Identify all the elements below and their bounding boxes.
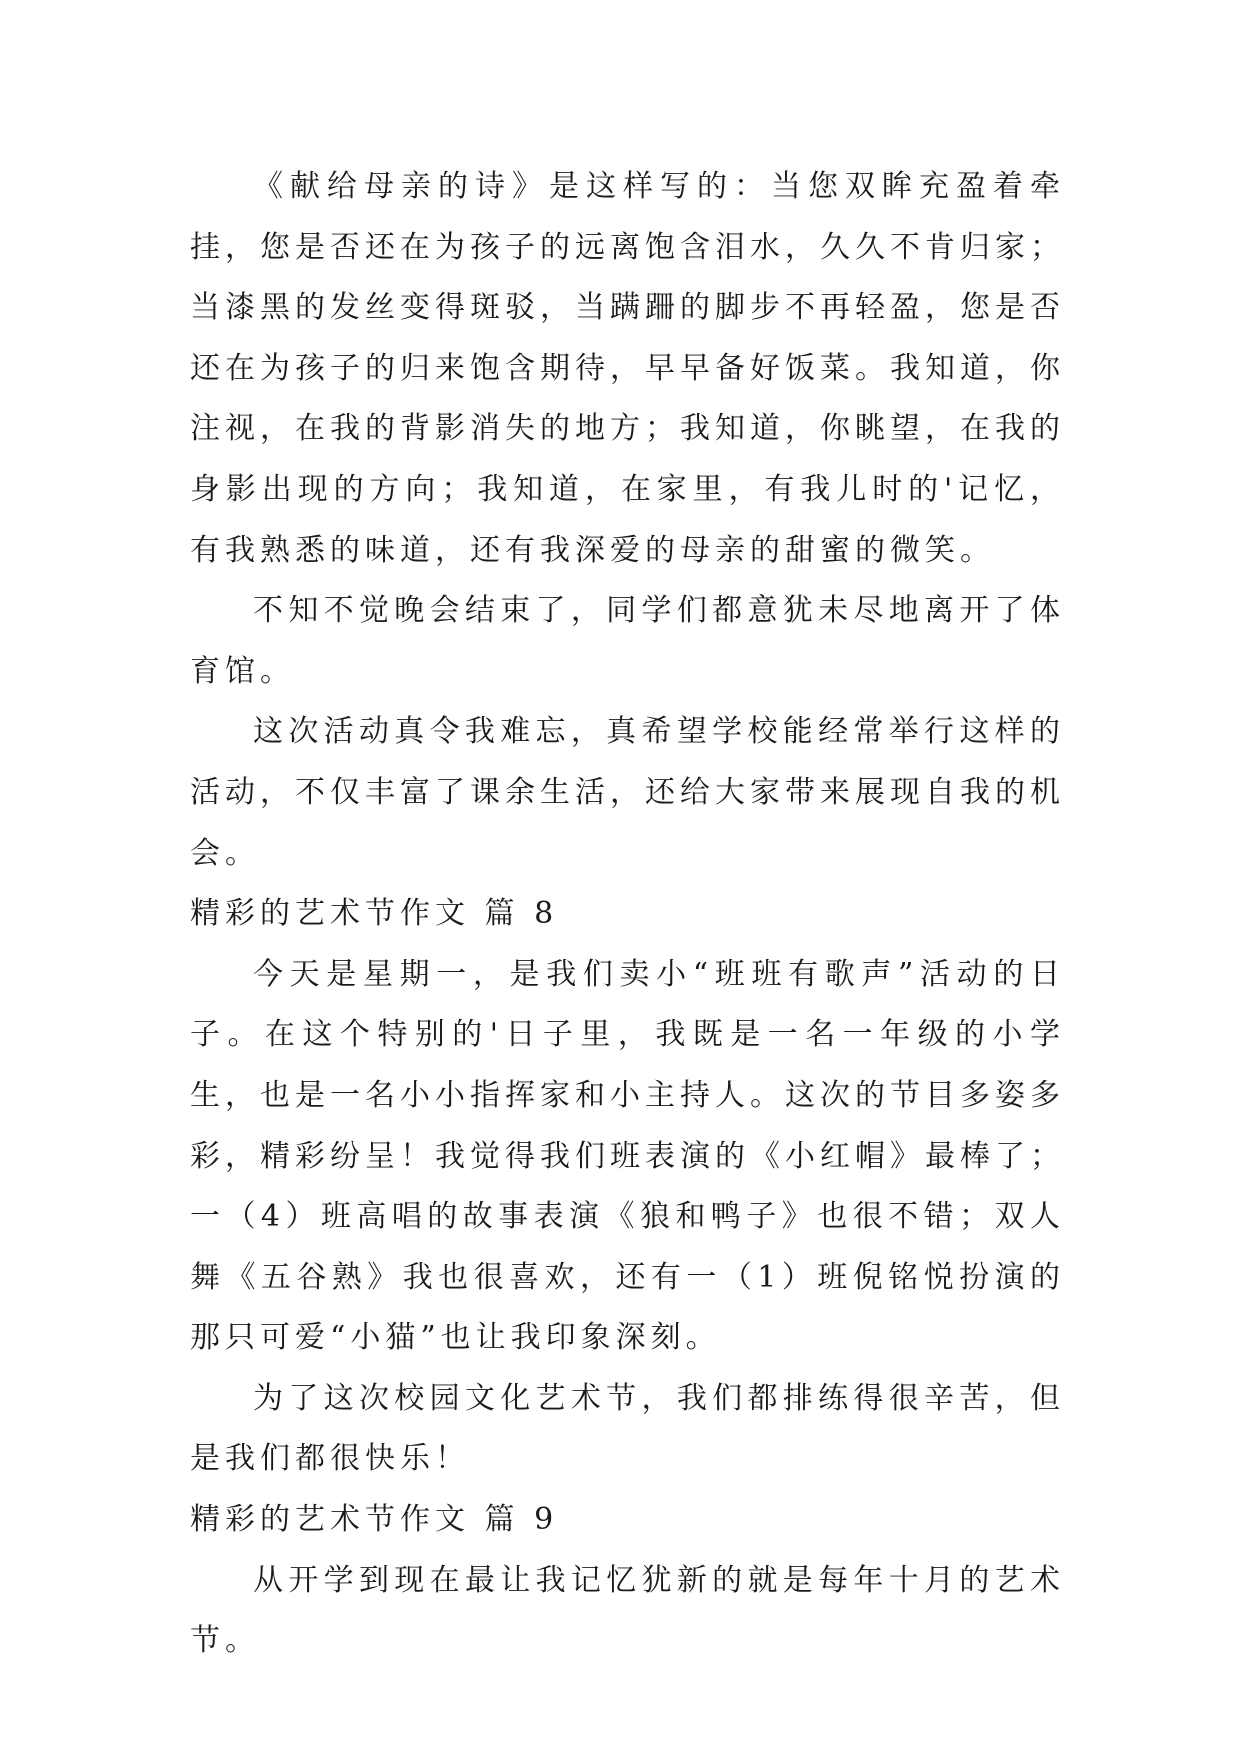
- paragraph-party-ended: 不知不觉晚会结束了，同学们都意犹未尽地离开了体育馆。: [190, 593, 1065, 689]
- paragraph-mother-poem: 《献给母亲的诗》是这样写的：当您双眸充盈着牵挂，您是否还在为孩子的远离饱含泪水，久久不肯归家；当漆黑的发丝变得斑驳，当蹒跚的脚步不再轻盈，您是否还在为孩子的归来饱含期待，早早备好饭菜。我知道，你注视，在我的背影消失的地方；我知道，你眺望，在我的身影出现的方向；我知道，在家里，有我儿时的'记忆，有我熟悉的味道，还有我深爱的母亲的甜蜜的微笑。: [190, 169, 1065, 568]
- paragraph-singing-activity: 今天是星期一，是我们卖小“班班有歌声”活动的日子。在这个特别的'日子里，我既是一名一年级的小学生，也是一名小小指挥家和小主持人。这次的节目多姿多彩，精彩纷呈！我觉得我们班表演的《小红帽》最棒了；一（4）班高唱的故事表演《狼和鸭子》也很不错；双人舞《五谷熟》我也很喜欢，还有一（1）班倪铭悦扮演的那只可爱“小猫”也让我印象深刻。: [190, 956, 1065, 1356]
- paragraph-rehearsal: 为了这次校园文化艺术节，我们都排练得很辛苦，但是我们都很快乐！: [190, 1380, 1065, 1477]
- section-heading-9: 精彩的艺术节作文 篇 9: [190, 1502, 559, 1538]
- document-body: [190, 157, 1065, 1672]
- paragraph-unforgettable-activity: 这次活动真令我难忘，真希望学校能经常举行这样的活动，不仅丰富了课余生活，还给大家带来展现自我的机会。: [190, 714, 1065, 871]
- section-heading-8: 精彩的艺术节作文 篇 8: [190, 896, 559, 932]
- paragraph-art-festival: 从开学到现在最让我记忆犹新的就是每年十月的艺术节。: [190, 1562, 1065, 1659]
